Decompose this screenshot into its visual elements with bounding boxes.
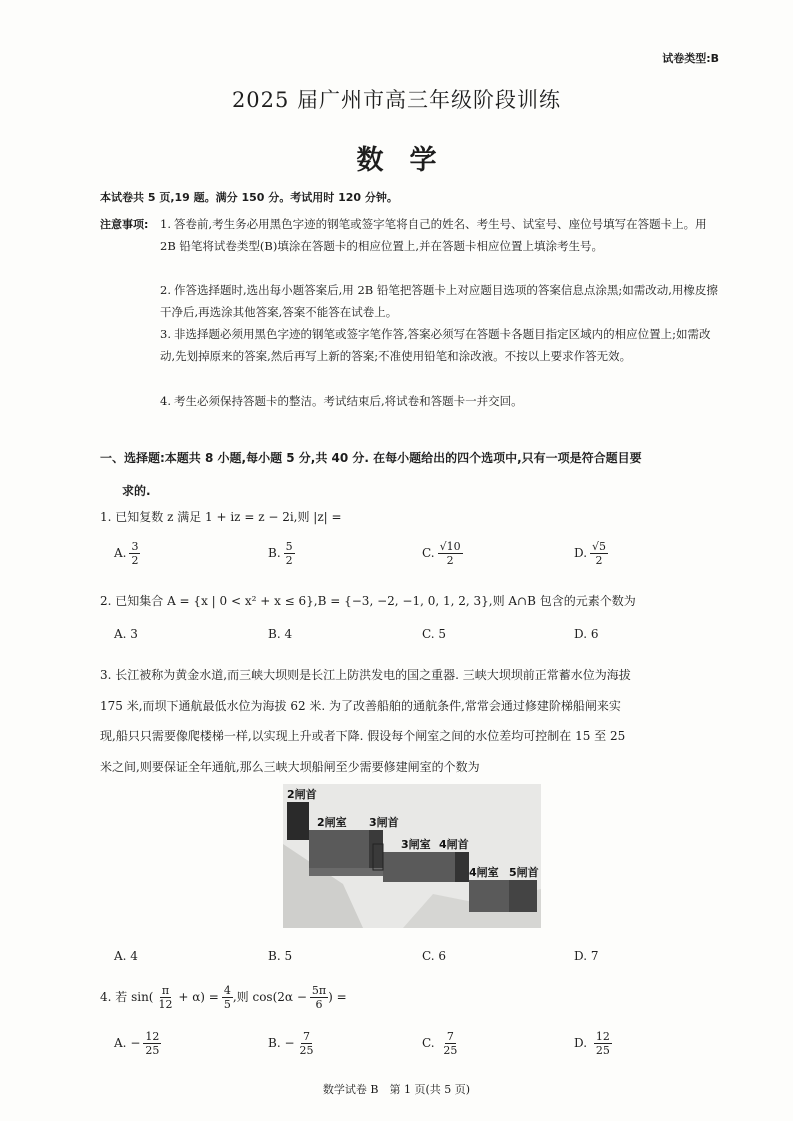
figure-label: 2闸首 [287,788,317,801]
option-letter: C. [422,546,435,560]
question-stem: 4. 若 sin( $\frac{\pi}{12}$ + α) = $\frac{4}{5}$ ,则 cos(2α − $\frac{5\pi}{6}$ ) = [100,984,347,1011]
fraction: $\frac{\pi}{12}$ [158,984,173,1011]
option-c[interactable]: C. 6 [422,949,447,963]
fraction: $\frac{3}{2}$ [131,540,139,567]
question-4 [100,983,725,1069]
options-row [100,942,725,966]
fraction: $\frac{4}{5}$ [223,984,231,1011]
note-item [160,213,720,257]
lock-chamber-2 [309,830,369,868]
fraction: $\frac{√10}{2}$ [439,540,461,567]
fraction: $\frac{12}{25}$ [145,1030,160,1057]
question-stem: 2. 已知集合 A = {x | 0 < x² + x ≤ 6},B = {−3, −2, −1, 0, 1, 2, 3},则 A∩B 包含的元素个数为 [100,594,636,608]
subject-title: 数学 [356,145,463,176]
note-number: 1. [160,217,171,231]
question-stem-line: 现,船只只需要像爬楼梯一样,以实现上升或者下降. 假设每个闸室之间的水位差均可控制在 15 至 25 [100,729,626,743]
question-3-options [100,942,725,966]
option-b[interactable]: B. 5 [268,949,293,963]
option-letter: B. [268,546,281,560]
lock-head-4 [455,852,469,882]
option-a[interactable] [114,539,140,567]
exam-title: 2025 届广州市高三年级阶段训练 [231,88,562,112]
figure-label: 5闸首 [509,866,539,879]
option-a[interactable]: A. 4 [114,949,138,963]
option-a[interactable]: A. − $\frac{12}{25}$ [114,1030,160,1057]
option-d[interactable]: D. $\frac{12}{25}$ [574,1030,610,1057]
fraction: $\frac{7}{25}$ [443,1030,458,1057]
section-heading-line: 求的. [122,484,151,498]
options-row [100,539,725,577]
note-number: 2. [160,283,171,297]
question-stem-line: 3. 长江被称为黄金水道,而三峡大坝则是长江上防洪发电的国之重器. 三峡大坝坝前正常蓄水位为海拔 [100,668,631,682]
options-row [100,1029,725,1069]
notes-label: 注意事项: [100,218,149,231]
note-number: 4. [160,394,171,408]
fraction: $\frac{7}{25}$ [299,1030,314,1057]
question-2 [100,587,725,643]
option-b[interactable] [268,539,295,567]
page-footer: 数学试卷 B 第 1 页(共 5 页) [322,1083,471,1096]
note-text: 非选择题必须用黑色字迹的钢笔或签字笔作答,答案必须写在答题卡各题目指定区域内的相应位置上;如需改动,先划掉原来的答案,然后再写上新的答案;不准使用铅笔和涂改液。不按以上要求作答无效。 [160,327,711,363]
fraction: $\frac{5}{2}$ [285,540,293,567]
figure-label: 3闸室 [401,838,431,851]
lock-chamber-4 [469,880,509,912]
paper-type-label: 试卷类型:B [662,52,719,65]
option-c[interactable]: C. 5 [422,627,447,641]
option-letter: D. [574,546,588,560]
note-text: 作答选择题时,选出每小题答案后,用 2B 铅笔把答题卡上对应题目选项的答案信息点涂黑;如需改动,用橡皮擦干净后,再选涂其他答案,答案不能答在试卷上。 [160,283,718,319]
question-stem-line: 175 米,而坝下通航最低水位为海拔 62 米. 为了改善船舶的通航条件,常常会通过修建阶梯船闸来实 [100,698,621,713]
lock-head-3 [369,830,383,870]
question-stem-line: 米之间,则要保证全年通航,那么三峡大坝船闸至少需要修建闸室的个数为 [100,759,480,774]
section-heading-line: 一、选择题:本题共 8 小题,每小题 5 分,共 40 分. 在每小题给出的四个选项中,只有一项是符合题目要 [100,451,642,465]
note-text: 答卷前,考生务必用黑色字迹的钢笔或签字笔将自己的姓名、考生号、试室号、座位号填写在答题卡上。用 2B 铅笔将试卷类型(B)填涂在答题卡的相应位置上,并在答题卡相应位置上填涂考生号。 [160,217,707,253]
section-heading [100,442,720,508]
fraction: $\frac{12}{25}$ [595,1030,610,1057]
lock-head-5 [509,880,537,912]
question-3 [100,660,725,782]
exam-intro: 本试卷共 5 页,19 题。满分 150 分。考试用时 120 分钟。 [100,191,398,204]
ship-lock-figure [283,784,541,928]
note-item [160,279,720,323]
option-c[interactable]: C. $\frac{7}{25}$ [422,1030,458,1057]
figure-label: 4闸首 [439,838,469,851]
note-item [160,390,720,412]
note-text: 考生必须保持答题卡的整洁。考试结束后,将试卷和答题卡一并交回。 [174,394,523,408]
note-number: 3. [160,327,171,341]
figure-label: 3闸首 [369,816,399,829]
option-a[interactable]: A. 3 [114,627,138,641]
fraction: $\frac{5\pi}{6}$ [311,984,327,1011]
options-row [100,617,725,643]
lock-chamber-3 [383,852,463,882]
option-letter: A. [114,546,127,560]
option-d[interactable]: D. 6 [574,627,599,641]
question-1 [100,503,725,577]
note-item [160,323,720,367]
option-b[interactable]: B. − $\frac{7}{25}$ [268,1030,314,1057]
figure-label: 4闸室 [469,866,499,879]
option-d[interactable] [574,539,608,567]
fraction: $\frac{√5}{2}$ [592,540,607,567]
question-stem: 1. 已知复数 z 满足 1 + iz = z − 2i,则 |z| = [100,510,342,524]
figure-label: 2闸室 [317,816,347,829]
option-d[interactable]: D. 7 [574,949,599,963]
option-b[interactable]: B. 4 [268,627,293,641]
lock-head-2 [287,802,309,840]
option-c[interactable] [422,539,463,567]
